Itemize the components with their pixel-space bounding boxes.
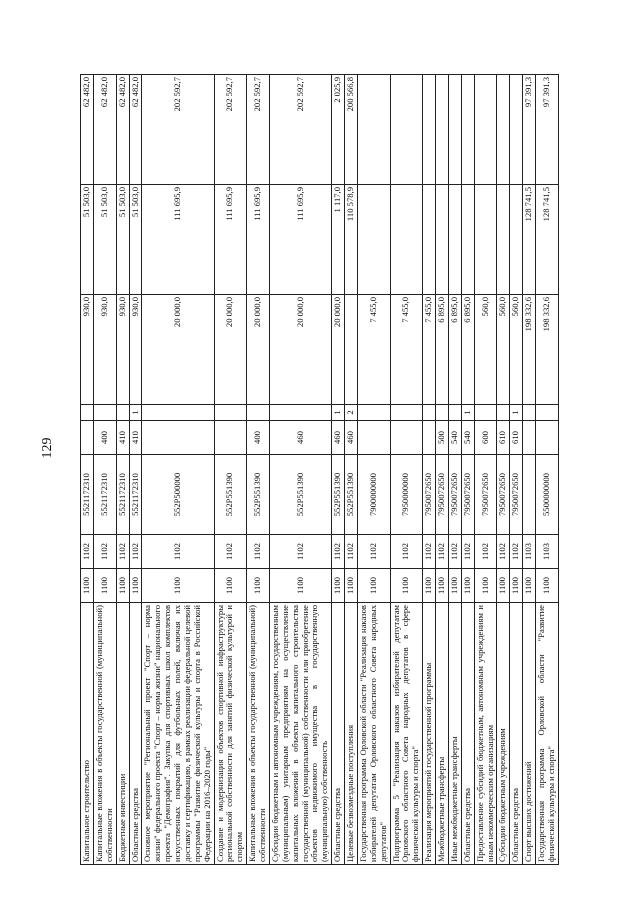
section-code-cell: 1100	[423, 569, 436, 603]
amount-year-2-cell: 128 741,5	[523, 185, 536, 295]
expense-type-code-cell: 500	[436, 421, 449, 455]
target-article-code-cell: 7950072650	[510, 455, 523, 535]
table-row	[474, 75, 497, 865]
subsection-code-cell: 1102	[448, 535, 461, 569]
source-code-cell	[81, 405, 94, 421]
expense-type-code-cell	[142, 421, 214, 455]
subsection-code-cell: 1102	[332, 535, 345, 569]
amount-year-2-cell	[436, 185, 449, 295]
amount-year-2-cell: 111 695,9	[269, 185, 331, 295]
item-name-cell: Капитальное строительство	[81, 603, 94, 865]
section-code-cell: 1100	[390, 569, 423, 603]
subsection-code-cell: 1102	[436, 535, 449, 569]
expense-type-code-cell	[536, 421, 559, 455]
item-name-cell: Капитальные вложения в объекты государственной (муниципальной) собственности	[93, 603, 116, 865]
amount-year-1-cell: 560,0	[510, 295, 523, 405]
expense-type-code-cell: 410	[116, 421, 129, 455]
amount-year-3-cell	[448, 75, 461, 185]
item-name-cell: Целевые безвозмездные поступления	[345, 603, 358, 865]
item-name-cell: Государственная программа Орловской области "Развитие физической культуры и спорта"	[536, 603, 559, 865]
source-code-cell	[142, 405, 214, 421]
section-code-cell: 1100	[247, 569, 270, 603]
source-code-cell	[536, 405, 559, 421]
item-name-cell: Областные средства	[510, 603, 523, 865]
amount-year-3-cell: 97 391,3	[523, 75, 536, 185]
amount-year-3-cell: 202 592,7	[142, 75, 214, 185]
source-code-cell	[523, 405, 536, 421]
source-code-cell	[116, 405, 129, 421]
amount-year-2-cell: 51 503,0	[81, 185, 94, 295]
table-row	[357, 75, 390, 865]
source-code-cell	[357, 405, 390, 421]
amount-year-1-cell: 7 455,0	[357, 295, 390, 405]
item-name-cell: Бюджетные инвестиции	[116, 603, 129, 865]
table-row	[497, 75, 510, 865]
target-article-code-cell: 5500000000	[536, 455, 559, 535]
subsection-code-cell: 1102	[269, 535, 331, 569]
target-article-code-cell: 7950072650	[423, 455, 436, 535]
item-name-cell: Создание и модернизация объектов спортивной инфраструктуры региональной собственности для занятий физической культурой и спортом	[214, 603, 247, 865]
section-code-cell: 1100	[497, 569, 510, 603]
item-name-cell: Межбюджетные трансферты	[436, 603, 449, 865]
section-code-cell: 1100	[81, 569, 94, 603]
section-code-cell: 1100	[93, 569, 116, 603]
amount-year-2-cell: 51 503,0	[93, 185, 116, 295]
amount-year-3-cell	[436, 75, 449, 185]
subsection-code-cell: 1102	[474, 535, 497, 569]
target-article-code-cell: 7950072650	[497, 455, 510, 535]
table-row	[269, 75, 331, 865]
target-article-code-cell: 552P551390	[332, 455, 345, 535]
expense-type-code-cell: 610	[497, 421, 510, 455]
subsection-code-cell: 1102	[390, 535, 423, 569]
item-name-cell: Капитальные вложения в объекты государственной (муниципальной) собственности	[247, 603, 270, 865]
amount-year-1-cell: 930,0	[129, 295, 142, 405]
table-row	[332, 75, 345, 865]
item-name-cell: Реализация мероприятий государственной программы	[423, 603, 436, 865]
source-code-cell: 1	[332, 405, 345, 421]
amount-year-3-cell	[390, 75, 423, 185]
table-row	[436, 75, 449, 865]
subsection-code-cell: 1102	[129, 535, 142, 569]
table-row	[345, 75, 358, 865]
section-code-cell: 1100	[332, 569, 345, 603]
source-code-cell	[448, 405, 461, 421]
section-code-cell: 1100	[523, 569, 536, 603]
expense-type-code-cell	[357, 421, 390, 455]
expense-type-code-cell	[523, 421, 536, 455]
section-code-cell: 1100	[510, 569, 523, 603]
amount-year-3-cell	[357, 75, 390, 185]
table-row	[536, 75, 559, 865]
expense-type-code-cell: 400	[93, 421, 116, 455]
expense-type-code-cell: 460	[332, 421, 345, 455]
table-row	[247, 75, 270, 865]
section-code-cell: 1100	[357, 569, 390, 603]
target-article-code-cell: 7950072650	[461, 455, 474, 535]
item-name-cell: Субсидии бюджетным учреждениям	[497, 603, 510, 865]
target-article-code-cell: 5521172310	[129, 455, 142, 535]
source-code-cell	[436, 405, 449, 421]
item-name-cell: Предоставление субсидий бюджетным, автономным учреждениям и иным некоммерческим организациям	[474, 603, 497, 865]
expense-type-code-cell	[214, 421, 247, 455]
amount-year-1-cell: 20 000,0	[142, 295, 214, 405]
amount-year-2-cell: 51 503,0	[116, 185, 129, 295]
item-name-cell: Субсидии бюджетным и автономным учреждениям, государственным (муниципальным) унитарным предприятиям на осуществление капитальных вложений в объекты капитального строительства государственной (муниципальной) собственности или приобретение объектов недвижимого имущества в государственную (муниципальную) собственность	[269, 603, 331, 865]
table-row	[510, 75, 523, 865]
amount-year-2-cell	[510, 185, 523, 295]
table-row	[461, 75, 474, 865]
subsection-code-cell: 1102	[423, 535, 436, 569]
section-code-cell: 1100	[345, 569, 358, 603]
amount-year-1-cell: 198 332,6	[536, 295, 559, 405]
amount-year-1-cell: 198 332,6	[523, 295, 536, 405]
item-name-cell: Иные межбюджетные трансферты	[448, 603, 461, 865]
amount-year-1-cell: 930,0	[93, 295, 116, 405]
subsection-code-cell: 1102	[357, 535, 390, 569]
amount-year-1-cell: 20 000,0	[332, 295, 345, 405]
source-code-cell	[214, 405, 247, 421]
amount-year-1-cell: 20 000,0	[269, 295, 331, 405]
expense-type-code-cell	[390, 421, 423, 455]
subsection-code-cell: 1102	[81, 535, 94, 569]
target-article-code-cell: 5521172310	[93, 455, 116, 535]
budget-table	[80, 74, 559, 865]
expense-type-code-cell: 460	[345, 421, 358, 455]
subsection-code-cell: 1103	[536, 535, 559, 569]
subsection-code-cell: 1102	[461, 535, 474, 569]
subsection-code-cell: 1102	[247, 535, 270, 569]
amount-year-3-cell: 202 592,7	[214, 75, 247, 185]
table-row	[129, 75, 142, 865]
item-name-cell: Подпрограмма 5 "Реализация наказов избирателей депутатам Орловского областного Совета народных депутатов в сфере физической культуры и спорта"	[390, 603, 423, 865]
source-code-cell	[93, 405, 116, 421]
target-article-code-cell: 7950000000	[390, 455, 423, 535]
amount-year-1-cell	[345, 295, 358, 405]
amount-year-3-cell: 97 391,3	[536, 75, 559, 185]
section-code-cell: 1100	[436, 569, 449, 603]
amount-year-2-cell: 110 578,9	[345, 185, 358, 295]
amount-year-1-cell: 930,0	[116, 295, 129, 405]
amount-year-2-cell	[497, 185, 510, 295]
target-article-code-cell: 552P551390	[345, 455, 358, 535]
subsection-code-cell: 1102	[497, 535, 510, 569]
subsection-code-cell: 1102	[510, 535, 523, 569]
rotated-page-content	[80, 75, 625, 865]
source-code-cell: 2	[345, 405, 358, 421]
target-article-code-cell: 7950072650	[448, 455, 461, 535]
amount-year-3-cell: 200 566,8	[345, 75, 358, 185]
expense-type-code-cell: 400	[247, 421, 270, 455]
amount-year-1-cell: 20 000,0	[214, 295, 247, 405]
target-article-code-cell: 552P551390	[247, 455, 270, 535]
amount-year-3-cell: 62 482,0	[81, 75, 94, 185]
amount-year-2-cell	[448, 185, 461, 295]
target-article-code-cell: 7900000000	[357, 455, 390, 535]
section-code-cell: 1100	[269, 569, 331, 603]
amount-year-1-cell: 560,0	[497, 295, 510, 405]
target-article-code-cell: 552P551390	[269, 455, 331, 535]
source-code-cell	[497, 405, 510, 421]
amount-year-1-cell: 930,0	[81, 295, 94, 405]
amount-year-2-cell: 111 695,9	[142, 185, 214, 295]
table-row	[214, 75, 247, 865]
source-code-cell	[269, 405, 331, 421]
amount-year-3-cell	[497, 75, 510, 185]
amount-year-1-cell: 6 895,0	[436, 295, 449, 405]
source-code-cell: 1	[461, 405, 474, 421]
source-code-cell	[247, 405, 270, 421]
source-code-cell: 1	[510, 405, 523, 421]
amount-year-2-cell: 51 503,0	[129, 185, 142, 295]
expense-type-code-cell	[423, 421, 436, 455]
amount-year-2-cell	[357, 185, 390, 295]
item-name-cell: Спорт высших достижений	[523, 603, 536, 865]
item-name-cell: Областные средства	[129, 603, 142, 865]
table-row	[116, 75, 129, 865]
amount-year-3-cell: 202 592,7	[269, 75, 331, 185]
expense-type-code-cell: 460	[269, 421, 331, 455]
table-row	[523, 75, 536, 865]
amount-year-2-cell	[390, 185, 423, 295]
table-row	[390, 75, 423, 865]
subsection-code-cell: 1103	[523, 535, 536, 569]
target-article-code-cell: 552P500000	[142, 455, 214, 535]
section-code-cell: 1100	[448, 569, 461, 603]
section-code-cell: 1100	[116, 569, 129, 603]
table-row	[81, 75, 94, 865]
amount-year-3-cell: 202 592,7	[247, 75, 270, 185]
subsection-code-cell: 1102	[142, 535, 214, 569]
amount-year-3-cell: 62 482,0	[116, 75, 129, 185]
section-code-cell: 1100	[474, 569, 497, 603]
source-code-cell	[423, 405, 436, 421]
section-code-cell: 1100	[214, 569, 247, 603]
subsection-code-cell: 1102	[116, 535, 129, 569]
table-row	[423, 75, 436, 865]
table-row	[93, 75, 116, 865]
amount-year-3-cell	[423, 75, 436, 185]
source-code-cell	[390, 405, 423, 421]
amount-year-2-cell: 111 695,9	[214, 185, 247, 295]
expense-type-code-cell: 410	[129, 421, 142, 455]
amount-year-2-cell	[461, 185, 474, 295]
page-number: 129	[40, 437, 55, 459]
target-article-code-cell: 7950072650	[436, 455, 449, 535]
amount-year-1-cell: 560,0	[474, 295, 497, 405]
source-code-cell	[474, 405, 497, 421]
expense-type-code-cell: 540	[461, 421, 474, 455]
expense-type-code-cell	[81, 421, 94, 455]
amount-year-3-cell	[461, 75, 474, 185]
target-article-code-cell: 5521172310	[81, 455, 94, 535]
expense-type-code-cell: 610	[510, 421, 523, 455]
amount-year-2-cell	[474, 185, 497, 295]
source-code-cell: 1	[129, 405, 142, 421]
section-code-cell: 1100	[536, 569, 559, 603]
amount-year-3-cell: 62 482,0	[93, 75, 116, 185]
amount-year-3-cell: 2 025,9	[332, 75, 345, 185]
amount-year-1-cell: 20 000,0	[247, 295, 270, 405]
amount-year-1-cell: 7 455,0	[390, 295, 423, 405]
expense-type-code-cell: 600	[474, 421, 497, 455]
amount-year-2-cell	[423, 185, 436, 295]
amount-year-2-cell: 111 695,9	[247, 185, 270, 295]
section-code-cell: 1100	[461, 569, 474, 603]
section-code-cell: 1100	[142, 569, 214, 603]
section-code-cell: 1100	[129, 569, 142, 603]
amount-year-1-cell: 6 895,0	[448, 295, 461, 405]
amount-year-3-cell	[510, 75, 523, 185]
amount-year-3-cell: 62 482,0	[129, 75, 142, 185]
subsection-code-cell: 1102	[93, 535, 116, 569]
target-article-code-cell: 552P551390	[214, 455, 247, 535]
item-name-cell: Основное мероприятие "Региональный проект "Спорт – норма жизни" федерального проекта "Спорт – норма жизни" национального проекта "Демография". Закупка для спортивных школ комплектов искусственных покрытий для футбольных полей, включая их доставку и сертификацию, в рамках реализации федеральной целевой программы "Развитие физической культуры и спорта в Российской Федерации на 2016–2020 годы"	[142, 603, 214, 865]
item-name-cell: Областные средства	[332, 603, 345, 865]
amount-year-2-cell: 128 741,5	[536, 185, 559, 295]
table-row	[448, 75, 461, 865]
amount-year-3-cell	[474, 75, 497, 185]
budget-table-body	[81, 75, 559, 865]
target-article-code-cell: 5521172310	[116, 455, 129, 535]
target-article-code-cell: 7950072650	[474, 455, 497, 535]
subsection-code-cell: 1102	[214, 535, 247, 569]
expense-type-code-cell: 540	[448, 421, 461, 455]
item-name-cell: Областные средства	[461, 603, 474, 865]
amount-year-1-cell: 7 455,0	[423, 295, 436, 405]
subsection-code-cell: 1102	[345, 535, 358, 569]
amount-year-2-cell: 1 117,0	[332, 185, 345, 295]
target-article-code-cell	[523, 455, 536, 535]
amount-year-1-cell: 6 895,0	[461, 295, 474, 405]
item-name-cell: Государственная программа Орловской области "Реализация наказов избирателей депутатам Орловского областного Совета народных депутатов"	[357, 603, 390, 865]
table-row	[142, 75, 214, 865]
